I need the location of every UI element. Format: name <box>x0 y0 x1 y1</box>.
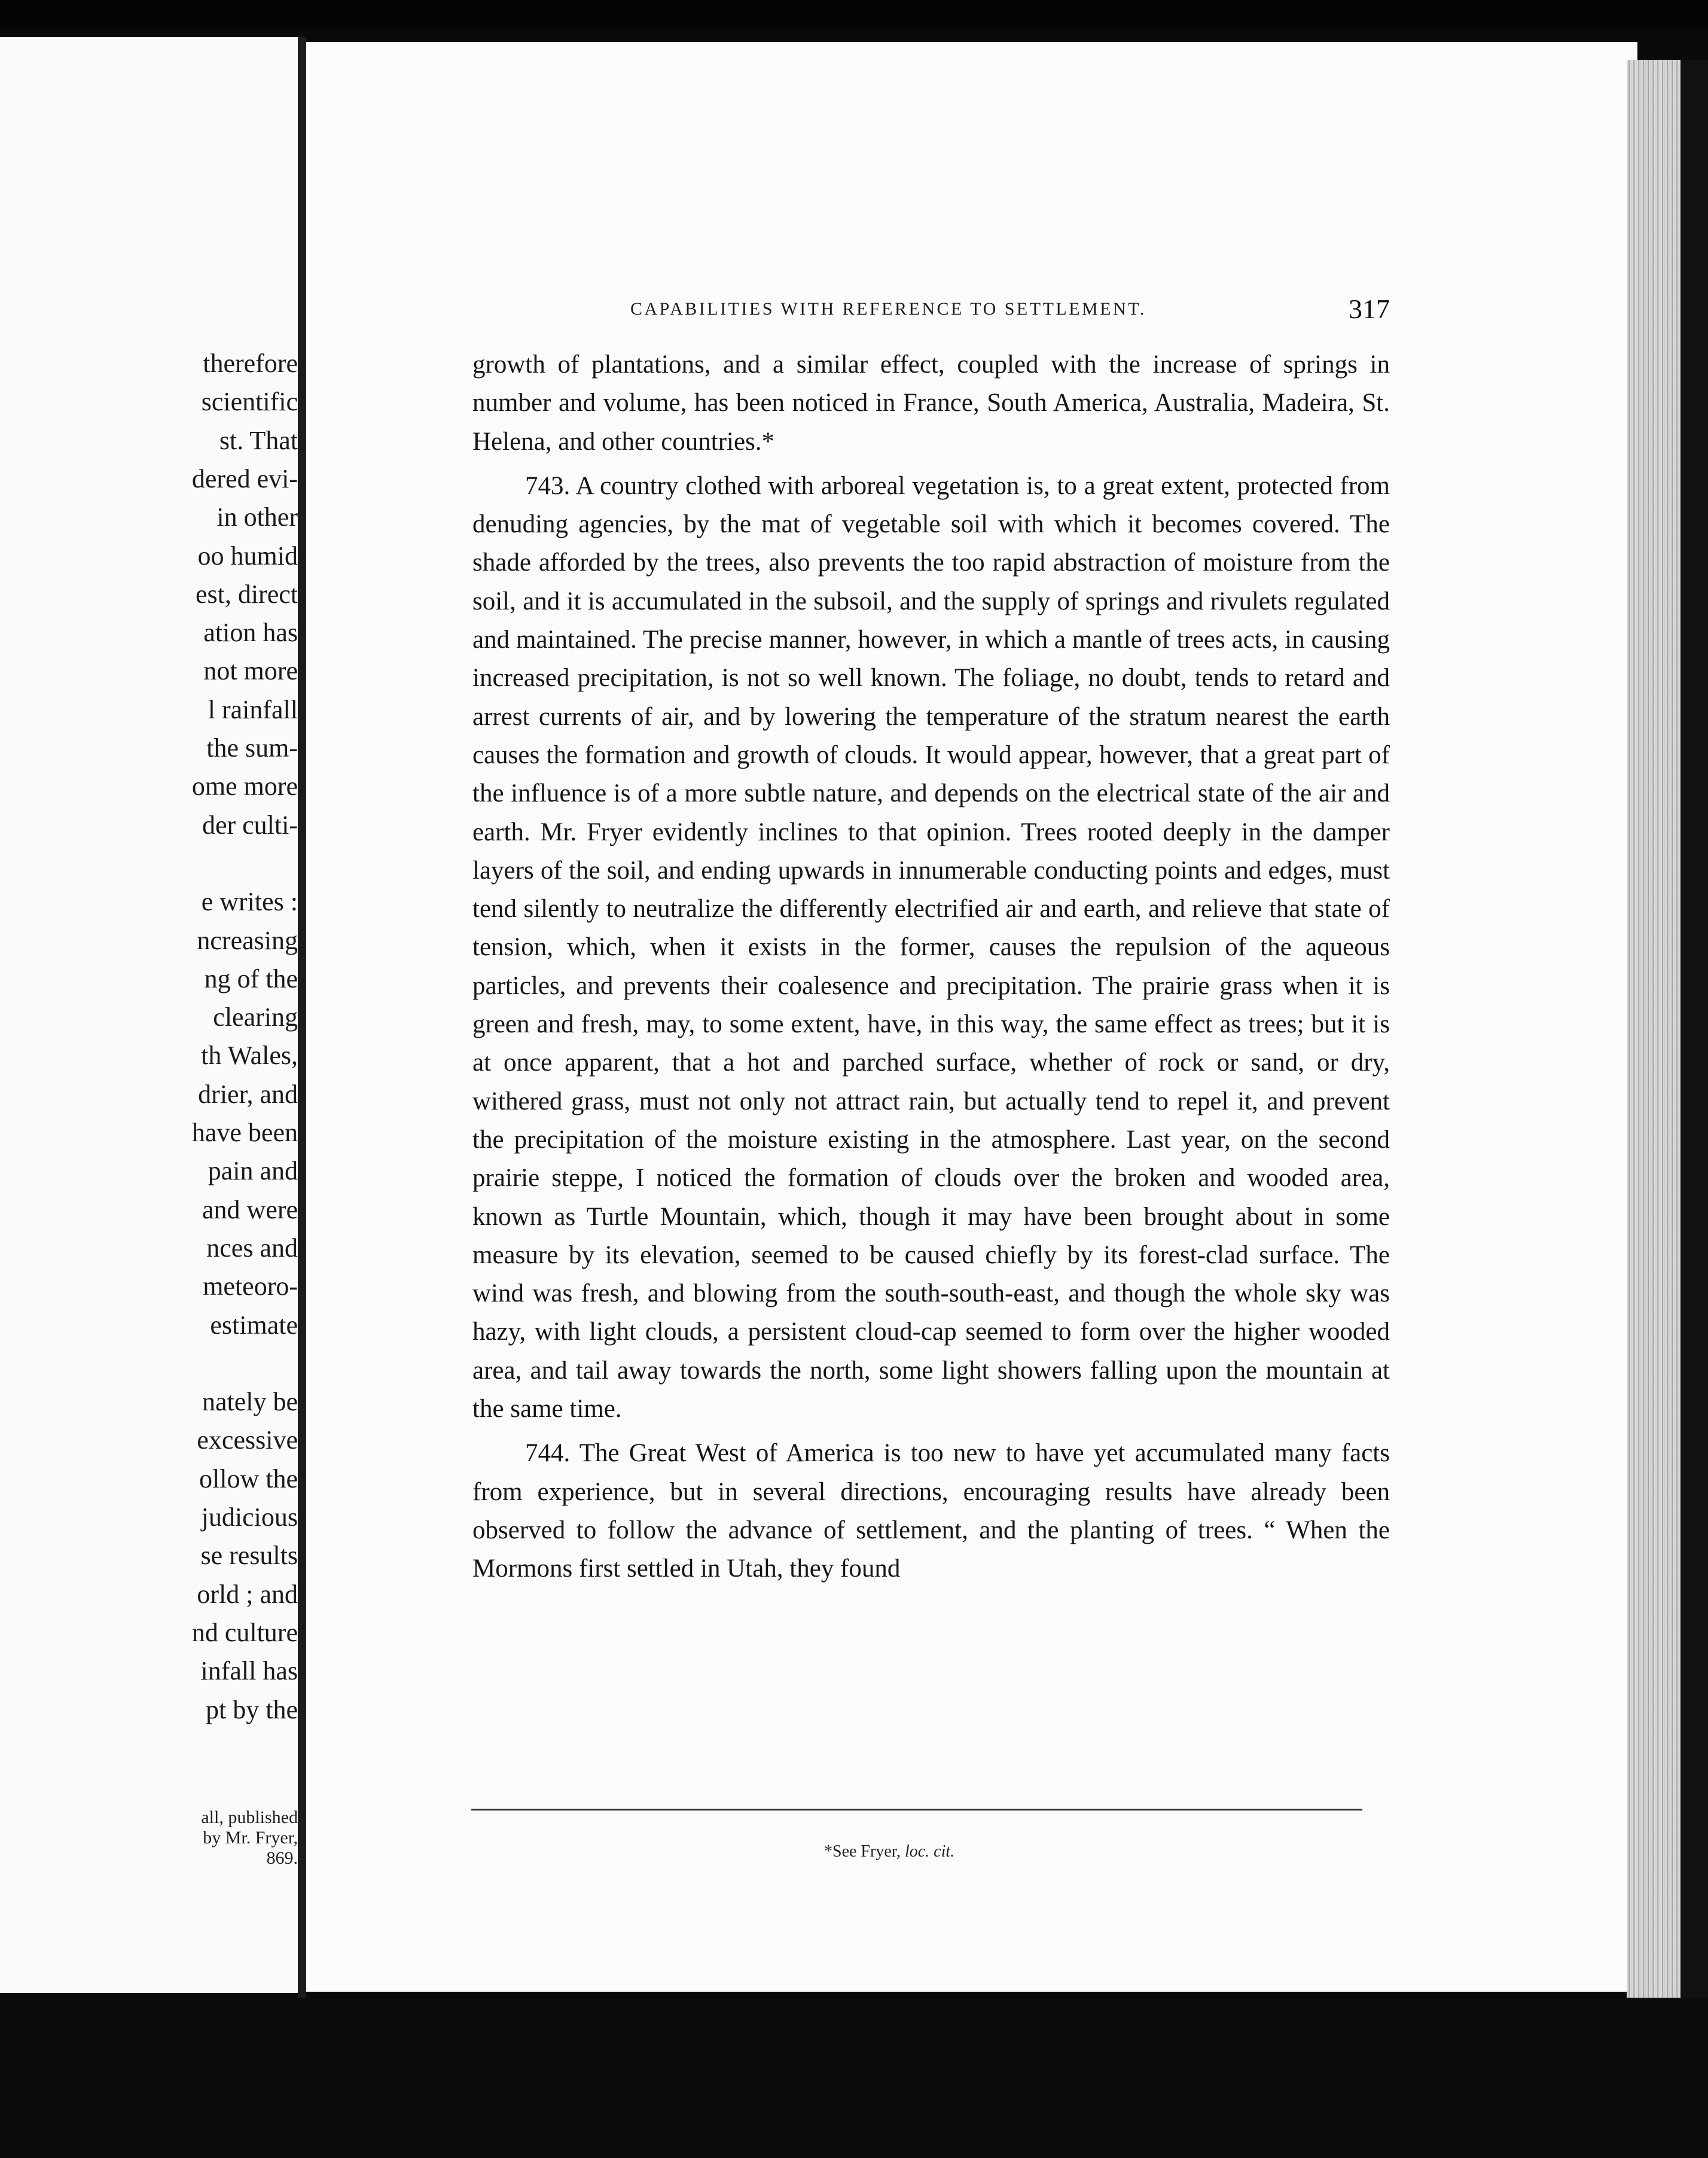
facing-page-footnote-line: 869. <box>266 1848 298 1868</box>
facing-page-line: nces and <box>206 1233 298 1263</box>
running-head: CAPABILITIES WITH REFERENCE TO SETTLEMENT. <box>630 299 1146 319</box>
facing-page-footnote-line: by Mr. Fryer, <box>203 1828 298 1848</box>
facing-page-line: excessive <box>197 1425 298 1455</box>
facing-page-line: pt by the <box>206 1694 298 1724</box>
facing-page-line: and were <box>202 1194 298 1224</box>
facing-page-line: l rainfall <box>208 694 298 724</box>
facing-page-line: th Wales, <box>201 1041 298 1071</box>
facing-page-line: e writes : <box>201 887 298 917</box>
page-body <box>472 346 1390 1589</box>
facing-page-line: orld ; and <box>197 1579 298 1609</box>
facing-page-line: in other <box>216 502 298 532</box>
facing-page-footnote-line: all, published <box>201 1808 298 1827</box>
facing-page-line: oo humid <box>197 541 298 571</box>
facing-page-line: est, direct <box>195 579 298 609</box>
facing-page-line: nately be <box>202 1387 298 1417</box>
facing-page-line: therefore <box>203 349 298 378</box>
footnote-citation: loc. cit. <box>904 1842 955 1861</box>
facing-page-line: ollow the <box>199 1464 298 1493</box>
paragraph-744: 744. The Great West of America is too new to have yet accumulated many facts from experience, but in several directions, encouraging results have already been observed to follow the advance of settlement, and the planting of trees. “ When the Mormons first settled in Utah, they found <box>472 1439 1390 1583</box>
facing-page-line: the sum- <box>206 733 298 763</box>
facing-page-line: clearing <box>213 1002 298 1032</box>
facing-page-line: drier, and <box>198 1079 298 1109</box>
page-edges <box>1627 60 1680 2004</box>
facing-page-line: judicious <box>201 1502 298 1532</box>
facing-page-line: nd culture <box>191 1617 298 1647</box>
facing-page-line: infall has <box>200 1656 298 1686</box>
facing-page-line: der culti- <box>202 810 298 840</box>
page-header <box>630 294 1390 328</box>
facing-page-line: st. That <box>219 425 298 455</box>
scan-bottom-border <box>0 1998 1708 2158</box>
page-number: 317 <box>1349 294 1390 324</box>
facing-page-line: not more <box>203 656 298 686</box>
book-gutter <box>298 37 306 2005</box>
facing-page-line: scientific <box>201 387 298 417</box>
paragraph-continued: growth of plantations, and a similar effect, coupled with the increase of springs in number and volume, has been noticed in France, South America, Australia, Madeira, St. Helena, and other countries.* <box>472 350 1390 456</box>
facing-page-line: estimate <box>210 1310 298 1340</box>
scan-top-border <box>0 0 1708 30</box>
facing-page-line: meteoro- <box>203 1272 298 1301</box>
footnote <box>824 1842 954 1861</box>
footnote-rule <box>471 1809 1362 1810</box>
footnote-text: *See Fryer, <box>824 1842 901 1861</box>
facing-page-line: se results <box>200 1541 298 1571</box>
facing-page-left <box>0 37 300 1993</box>
facing-page-line: have been <box>191 1118 298 1147</box>
facing-page-line: ation has <box>203 618 298 648</box>
facing-page-line: ome more <box>191 772 298 801</box>
facing-page-line: ng of the <box>204 964 298 993</box>
page-edges-shadow <box>1680 60 1708 2004</box>
paragraph-743: 743. A country clothed with arboreal vegetation is, to a great extent, protected from denuding agencies, by the mat of vegetable soil with which it becomes covered. The shade afforded by the trees, also prevents the too rapid abstraction of moisture from the soil, and it is accumulated in the subsoil, and the supply of springs and rivulets regulated and maintained. The precise manner, however, in which a mantle of trees acts, in causing increased precipitation, is not so well known. The foliage, no doubt, tends to retard and arrest currents of air, and by lowering the temperature of the stratum nearest the earth causes the formation and growth of clouds. It would appear, however, that a great part of the influence is of a more subtle nature, and depends on the electrical state of the air and earth. Mr. Fryer evidently inclines to that opinion. Trees rooted deeply in the damper layers of the soil, and ending upwards in innumerable conducting points and edges, must tend silently to neutralize the differently electrified air and earth, and relieve that state of tension, which, when it exists in the former, causes the repulsion of the aqueous particles, and prevents their coalesence and precipitation. The prairie grass when it is green and fresh, may, to some extent, have, in this way, the same effect as trees; but it is at once apparent, that a hot and parched surface, whether of rock or sand, or dry, withered grass, must not only not attract rain, but actually tend to repel it, and prevent the precipitation of the moisture existing in the atmosphere. Last year, on the second prairie steppe, I noticed the formation of clouds over the broken and wooded area, known as Turtle Mountain, which, though it may have been brought about in some measure by its elevation, seemed to be caused chiefly by its forest-clad surface. The wind was fresh, and blowing from the south-south-east, and though the whole sky was hazy, with light clouds, a persistent cloud-cap seemed to form over the higher wooded area, and tail away towards the north, some light showers falling upon the mountain at the same time. <box>472 471 1390 1424</box>
facing-page-line: pain and <box>208 1156 298 1186</box>
facing-page-line: dered evi- <box>191 464 298 493</box>
facing-page-line: ncreasing <box>197 925 298 955</box>
